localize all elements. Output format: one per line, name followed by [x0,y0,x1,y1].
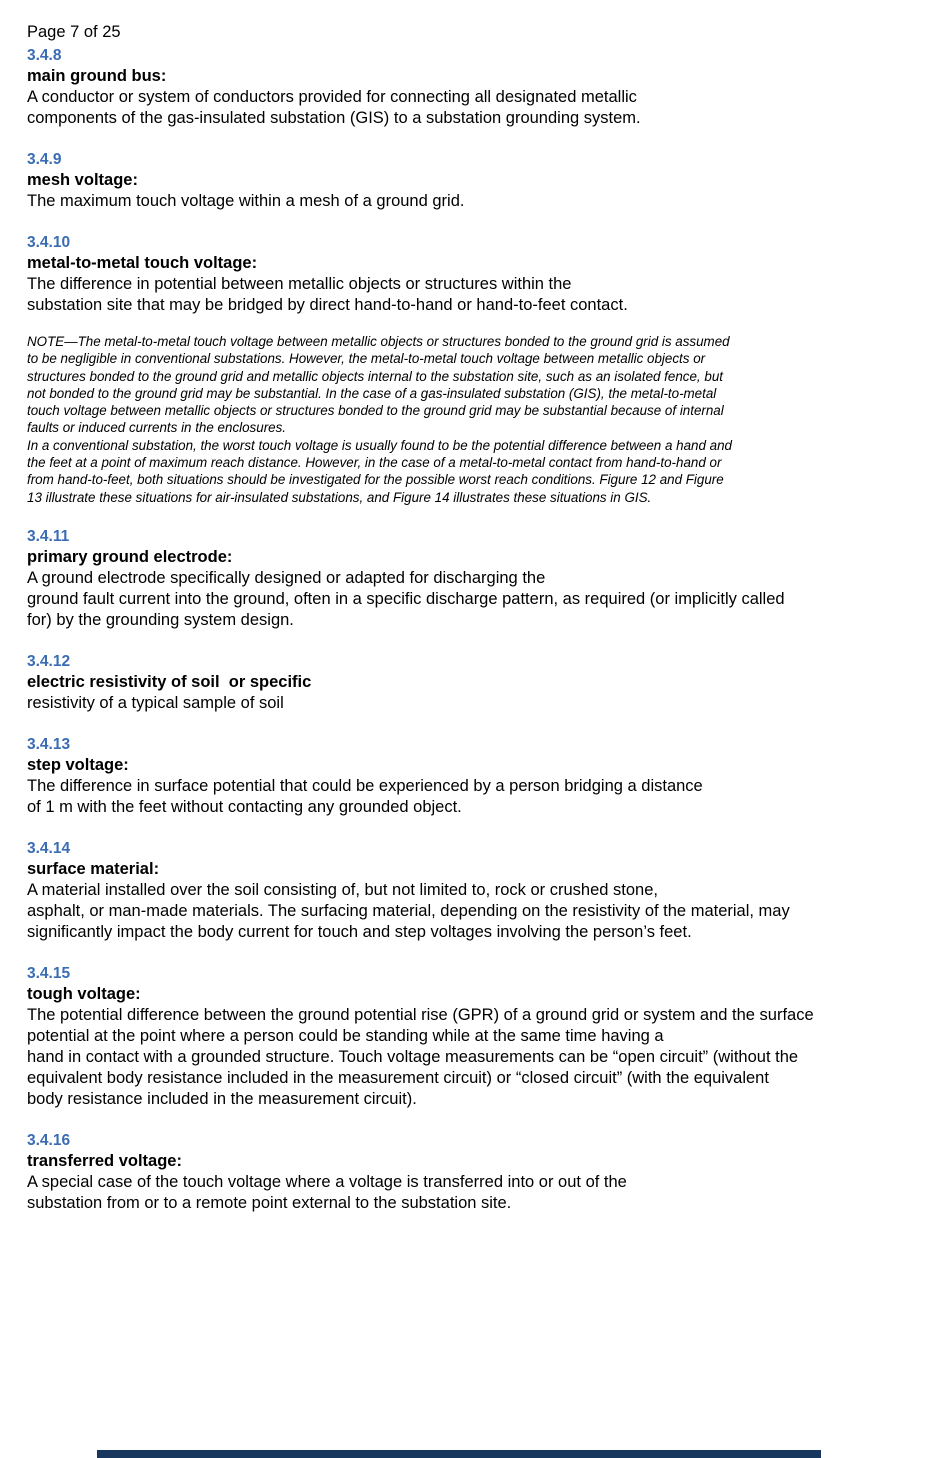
definition-section [27,45,905,129]
definition-line: A ground electrode specifically designed or adapted for discharging the [27,568,546,587]
term-heading: step voltage: [27,755,129,774]
term-heading: metal-to-metal touch voltage: [27,254,258,272]
note-line: NOTE—The metal-to-metal touch voltage between metallic objects or structures bonded to the ground grid is assumed [27,334,730,349]
note-line: the feet at a point of maximum reach distance. However, in the case of a metal-to-metal contact from hand-to-hand or [27,455,722,471]
definition-section [27,1130,905,1214]
definition-section [27,149,905,212]
definition-line: The difference in surface potential that could be experienced by a person bridging a distance [27,776,703,795]
note-line: 13 illustrate these situations for air-insulated substations, and Figure 14 illustrates these situations in GIS. [27,489,652,505]
definition-line: hand in contact with a grounded structure. Touch voltage measurements can be “open circuit” (without the [27,1047,799,1066]
definition-section [27,734,905,818]
definition-line: A special case of the touch voltage where a voltage is transferred into or out of the [27,1172,627,1191]
definition-line: equivalent body resistance included in the measurement circuit) or “closed circuit” (with the equivalent [27,1068,769,1087]
definition-section [27,526,905,631]
section-number: 3.4.10 [27,234,71,251]
note-block [27,333,905,506]
definition-section [27,651,905,714]
definition-line: ground fault current into the ground, often in a specific discharge pattern, as required (or implicitly called [27,589,785,608]
definition-line: A conductor or system of conductors provided for connecting all designated metallic [27,88,637,106]
section-number: 3.4.14 [27,839,71,857]
term-heading: surface material: [27,859,160,878]
term-heading: transferred voltage: [27,1151,182,1170]
definition-section [27,838,905,943]
definition-line: of 1 m with the feet without contacting any grounded object. [27,797,462,816]
page-number-label: Page 7 of 25 [27,23,121,41]
note-line: In a conventional substation, the worst touch voltage is usually found to be the potential difference between a hand and [27,437,732,453]
definition-section [27,232,905,506]
term-heading: mesh voltage: [27,171,138,189]
section-number: 3.4.8 [27,47,62,64]
term-heading: primary ground electrode: [27,547,233,566]
term-heading: main ground bus: [27,67,167,85]
note-line: touch voltage between metallic objects or structures bonded to the ground grid may be substantial because of internal [27,403,724,419]
definition-line: potential at the point where a person could be standing while at the same time having a [27,1026,664,1045]
section-number: 3.4.9 [27,151,62,168]
definition-line: The difference in potential between metallic objects or structures within the [27,275,572,293]
definition-line: substation site that may be bridged by direct hand-to-hand or hand-to-feet contact. [27,296,628,314]
definition-line: significantly impact the body current for touch and step voltages involving the person’s feet. [27,922,692,941]
definition-line: substation from or to a remote point external to the substation site. [27,1193,512,1212]
note-line: from hand-to-feet, both situations should be investigated for the possible worst reach conditions. Figure 12 and Figure [27,472,724,488]
definition-line: The potential difference between the ground potential rise (GPR) of a ground grid or system and the surface [27,1005,814,1024]
section-number: 3.4.15 [27,964,71,982]
note-line: not bonded to the ground grid may be substantial. In the case of a gas-insulated substation (GIS), the metal-to-metal [27,385,717,401]
section-number: 3.4.16 [27,1131,71,1149]
definition-line: for) by the grounding system design. [27,610,294,629]
note-line: faults or induced currents in the enclosures. [27,420,287,436]
definition-line: A material installed over the soil consisting of, but not limited to, rock or crushed stone, [27,880,658,899]
definition-line: asphalt, or man-made materials. The surfacing material, depending on the resistivity of the material, may [27,901,790,920]
note-line: structures bonded to the ground grid and metallic objects internal to the substation site, such as an isolated fence, but [27,368,723,384]
section-number: 3.4.12 [27,652,71,670]
definition-line: body resistance included in the measurement circuit). [27,1089,417,1108]
term-heading: electric resistivity of soil or specific [27,672,312,691]
term-heading: tough voltage: [27,984,141,1003]
definition-line: The maximum touch voltage within a mesh of a ground grid. [27,192,465,210]
definition-line: components of the gas-insulated substation (GIS) to a substation grounding system. [27,109,641,127]
definition-section [27,963,905,1110]
bottom-bar [97,1450,821,1458]
note-line: to be negligible in conventional substations. However, the metal-to-metal touch voltage between metallic objects or [27,351,706,367]
definition-line: resistivity of a typical sample of soil [27,693,284,712]
section-number: 3.4.11 [27,527,70,545]
section-number: 3.4.13 [27,735,71,753]
definitions-list [27,45,905,1214]
